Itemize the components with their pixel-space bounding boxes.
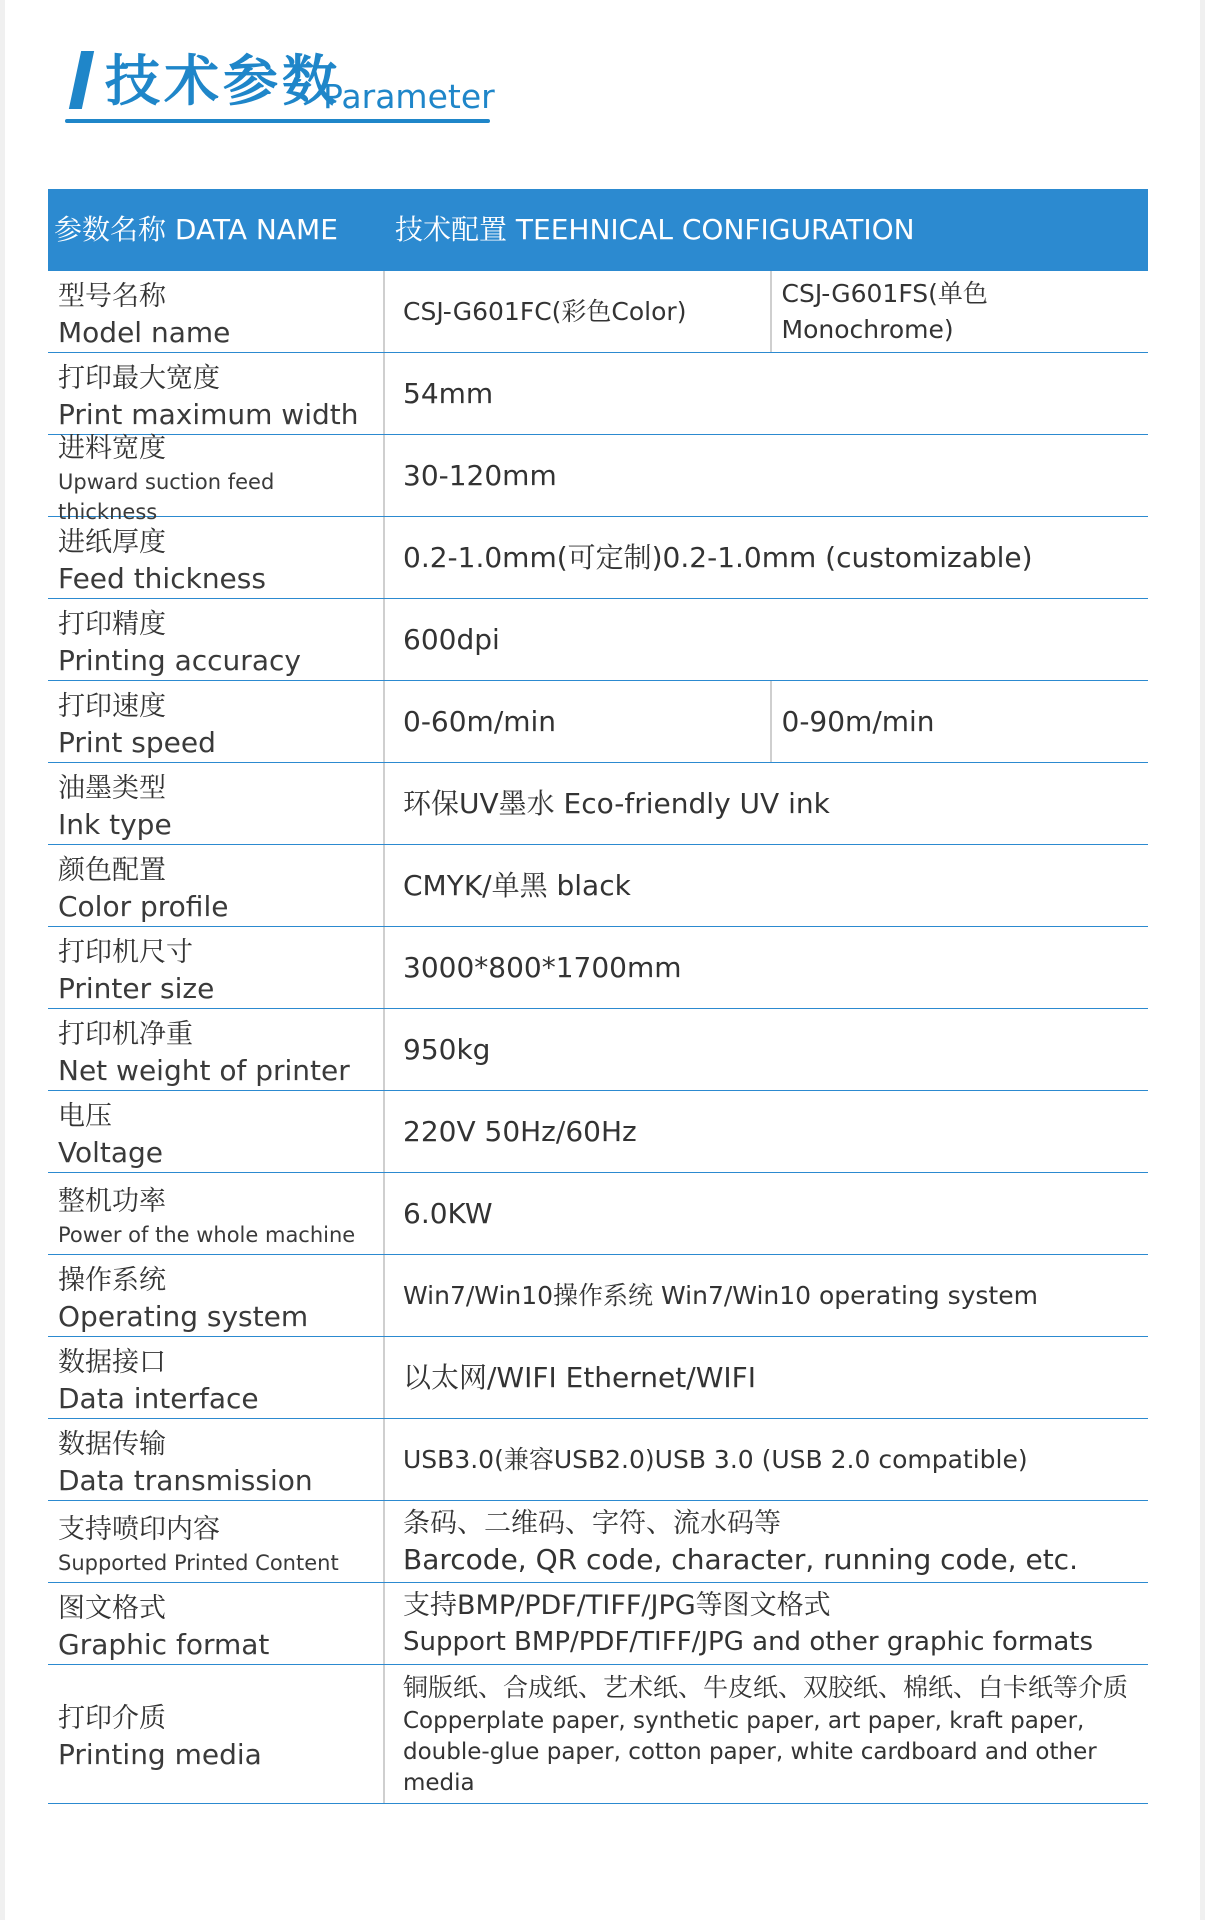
- row-label-en: Data transmission: [58, 1463, 313, 1497]
- row-label-cn: 打印最大宽度: [58, 362, 220, 394]
- heading-accent-bar: [69, 51, 94, 109]
- row-value-cn: 条码、二维码、字符、流水码等: [403, 1507, 781, 1539]
- row-label-en: Printing accuracy: [58, 643, 301, 677]
- row-value-2: CSJ-G601FS(单色Monochrome): [770, 271, 1149, 352]
- section-heading: [65, 45, 495, 127]
- row-value-en: Support BMP/PDF/TIFF/JPG and other graphic formats: [403, 1626, 1094, 1657]
- row-label-cn: 图文格式: [58, 1592, 166, 1624]
- row-label: [48, 1665, 385, 1803]
- row-label-en: Data interface: [58, 1381, 259, 1415]
- row-value: Win7/Win10操作系统 Win7/Win10 operating system: [403, 1280, 1038, 1310]
- heading-underline: [65, 119, 490, 123]
- row-label-cn: 打印机尺寸: [58, 936, 193, 968]
- row-value: [385, 1583, 1148, 1664]
- table-row: [48, 1665, 1148, 1804]
- row-label: [48, 353, 385, 434]
- row-label-en: Net weight of printer: [58, 1053, 350, 1087]
- row-label-en: Printer size: [58, 971, 215, 1005]
- table-row: [48, 353, 1148, 435]
- row-value-en: Copperplate paper, synthetic paper, art paper, kraft paper, double-glue paper, cotton paper, white cardboard and other media: [403, 1707, 1097, 1796]
- row-label-cn: 打印机净重: [58, 1018, 193, 1050]
- row-label-cn: 操作系统: [58, 1264, 166, 1296]
- spec-sheet: [5, 0, 1200, 1920]
- table-row: [48, 845, 1148, 927]
- row-value: CMYK/单黑 black: [403, 868, 631, 902]
- row-label: [48, 271, 385, 352]
- row-label-cn: 型号名称: [58, 280, 166, 312]
- row-label: [48, 845, 385, 926]
- row-label-cn: 打印精度: [58, 608, 166, 640]
- row-label-en: Supported Printed Content: [58, 1550, 339, 1575]
- row-label-cn: 电压: [58, 1100, 112, 1132]
- row-value: 30-120mm: [403, 458, 557, 492]
- heading-title-cn: 技术参数: [105, 49, 342, 113]
- row-label-cn: 进纸厚度: [58, 526, 166, 558]
- table-row: [48, 1501, 1148, 1583]
- row-label: [48, 1501, 385, 1582]
- row-label-cn: 进料宽度: [58, 432, 166, 464]
- row-label: [48, 1009, 385, 1090]
- row-value: 950kg: [403, 1032, 491, 1066]
- table-row: [48, 927, 1148, 1009]
- row-label-en: Voltage: [58, 1135, 164, 1169]
- row-value: [385, 681, 1148, 762]
- row-label: [48, 1419, 385, 1500]
- header-configuration: 技术配置 TEEHNICAL CONFIGURATION: [395, 213, 915, 246]
- row-value-en: Barcode, QR code, character, running code, etc.: [403, 1542, 1078, 1576]
- row-value-1: 0-60m/min: [403, 704, 557, 738]
- row-label: [48, 1583, 385, 1664]
- row-label: [48, 1337, 385, 1418]
- parameter-table: [48, 189, 1148, 1804]
- row-label: [48, 1255, 385, 1336]
- row-value: 54mm: [403, 376, 494, 410]
- row-value: 6.0KW: [403, 1196, 493, 1230]
- row-label-cn: 打印介质: [58, 1703, 166, 1734]
- table-row: [48, 1255, 1148, 1337]
- row-value-cn: 铜版纸、合成纸、艺术纸、牛皮纸、双胶纸、棉纸、白卡纸等介质: [403, 1672, 1129, 1702]
- row-label-en: Power of the whole machine: [58, 1222, 356, 1247]
- row-value: USB3.0(兼容USB2.0)USB 3.0 (USB 2.0 compatible): [403, 1444, 1028, 1474]
- row-value: 环保UV墨水 Eco-friendly UV ink: [403, 786, 830, 820]
- row-value: 以太网/WIFI Ethernet/WIFI: [403, 1360, 756, 1394]
- table-row: [48, 1091, 1148, 1173]
- row-label: [48, 1091, 385, 1172]
- row-label: [48, 681, 385, 762]
- row-label: [48, 763, 385, 844]
- row-label-cn: 油墨类型: [58, 772, 166, 804]
- row-label-en: Print maximum width: [58, 397, 359, 431]
- table-row: [48, 1173, 1148, 1255]
- row-label: [48, 927, 385, 1008]
- table-row: [48, 271, 1148, 353]
- row-label-cn: 打印速度: [58, 690, 166, 722]
- row-label-en: Operating system: [58, 1299, 309, 1333]
- header-data-name: 参数名称 DATA NAME: [54, 213, 338, 246]
- row-value: 0.2-1.0mm(可定制)0.2-1.0mm (customizable): [403, 540, 1033, 574]
- row-value: 220V 50Hz/60Hz: [403, 1114, 637, 1148]
- row-label-cn: 数据接口: [58, 1346, 166, 1378]
- row-value: [385, 1665, 1148, 1803]
- row-label-cn: 数据传输: [58, 1428, 166, 1460]
- row-label: [48, 432, 385, 524]
- table-row: [48, 1009, 1148, 1091]
- row-value: [385, 1501, 1148, 1582]
- row-value-2: 0-90m/min: [770, 681, 1149, 762]
- table-row: [48, 432, 1148, 524]
- row-value-cn: 支持BMP/PDF/TIFF/JPG等图文格式: [403, 1589, 831, 1621]
- row-label-cn: 支持喷印内容: [58, 1513, 220, 1545]
- row-label-en: Print speed: [58, 725, 216, 759]
- row-label-cn: 整机功率: [58, 1185, 166, 1217]
- row-label-en: Upward suction feed thickness: [58, 469, 275, 524]
- row-label: [48, 1173, 385, 1254]
- row-label-en: Ink type: [58, 807, 172, 841]
- table-row: [48, 599, 1148, 681]
- row-value: 600dpi: [403, 622, 500, 656]
- row-label-en: Graphic format: [58, 1627, 270, 1661]
- row-label: [48, 599, 385, 680]
- table-row: [48, 1337, 1148, 1419]
- table-row: [48, 1583, 1148, 1665]
- row-label: [48, 517, 385, 598]
- table-row: [48, 1419, 1148, 1501]
- heading-title-en: Parameter: [323, 77, 495, 116]
- table-header: [48, 189, 1148, 271]
- row-label-en: Model name: [58, 315, 231, 349]
- row-label-en: Feed thickness: [58, 561, 266, 595]
- table-row: [48, 681, 1148, 763]
- table-row: [48, 763, 1148, 845]
- row-label-en: Printing media: [58, 1738, 262, 1771]
- row-value: [385, 271, 1148, 352]
- row-value-1: CSJ-G601FC(彩色Color): [403, 296, 687, 326]
- table-row: [48, 517, 1148, 599]
- row-value: 3000*800*1700mm: [403, 950, 682, 984]
- row-label-en: Color profile: [58, 889, 229, 923]
- row-label-cn: 颜色配置: [58, 854, 166, 886]
